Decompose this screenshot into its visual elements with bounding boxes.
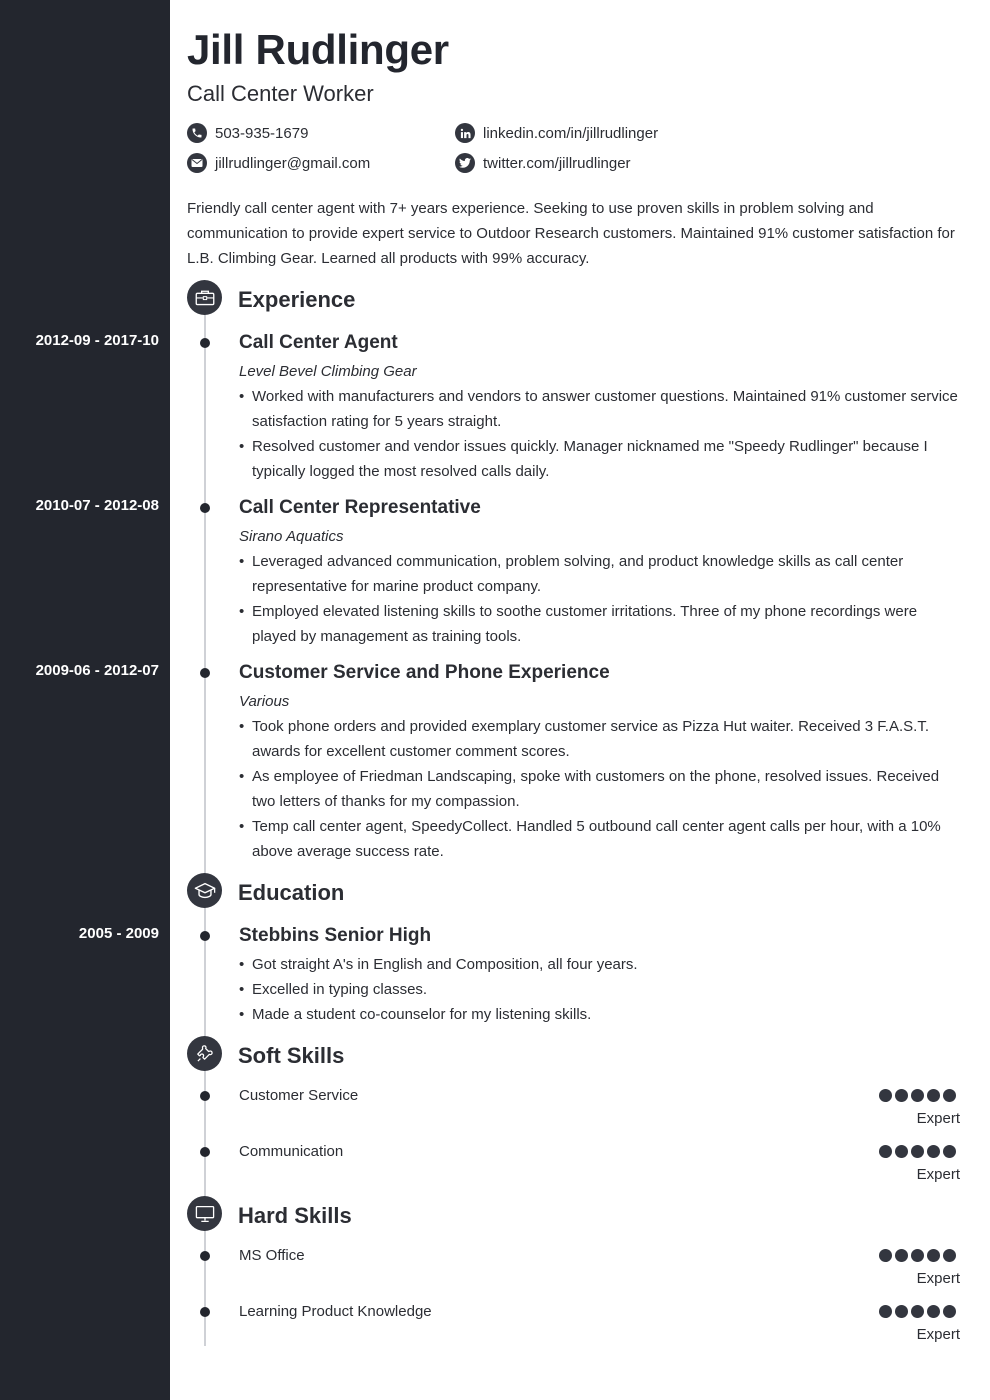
puzzle-piece-icon [187,1036,222,1071]
bullet-item: • Worked with manufacturers and vendors to answer customer questions. Maintained 91% customer service satisfaction rating for 5 years straight. [239,384,964,434]
bullet-item: • Excelled in typing classes. [239,977,964,1002]
sidebar [0,0,170,1400]
job-title: Call Center Representative [239,497,481,518]
rating-dot [943,1249,956,1262]
contact-linkedin[interactable] [455,123,658,143]
rating-dot [927,1089,940,1102]
skill-name: Learning Product Knowledge [239,1303,432,1320]
job-bullets [239,384,964,484]
rating-dot [927,1145,940,1158]
timeline-line [204,300,206,1346]
job-dates: 2012-09 - 2017-10 [35,332,159,349]
rating-dot [943,1305,956,1318]
rating-dot [927,1305,940,1318]
job-title: Call Center Agent [239,332,398,353]
section-title-hard-skills: Hard Skills [238,1203,352,1228]
linkedin-value: linkedin.com/in/jillrudlinger [483,124,659,142]
company-name: Sirano Aquatics [239,528,344,545]
briefcase-icon [187,280,222,315]
timeline-dot [200,1307,210,1317]
skill-level: Expert [916,1166,960,1183]
bullet-item: • Got straight A's in English and Composition, all four years. [239,952,964,977]
bullet-item: • Leveraged advanced communication, problem solving, and product knowledge skills as call center representative for marine product company. [239,549,964,599]
bullet-item: • As employee of Friedman Landscaping, spoke with customers on the phone, resolved issues. Received two letters of thanks for my compassion. [239,764,964,814]
contact-email[interactable] [187,153,370,173]
envelope-icon [187,153,207,173]
bullet-item: • Took phone orders and provided exemplary customer service as Pizza Hut waiter. Received 3 F.A.S.T. awards for excellent customer comment scores. [239,714,964,764]
job-bullets [239,549,964,649]
email-value: jillrudlinger@gmail.com [215,154,371,172]
company-name: Various [239,693,290,710]
profile-summary: Friendly call center agent with 7+ years experience. Seeking to use proven skills in problem solving and communication to provide expert service to Outdoor Research customers. Maintained 91% customer satisfaction for L.B. Climbing Gear. Learned all products with 99% accuracy. [187,200,955,267]
rating-dot [911,1249,924,1262]
education-dates: 2005 - 2009 [78,925,159,942]
twitter-icon [455,153,475,173]
job-dates: 2010-07 - 2012-08 [35,497,159,514]
bullet-item: • Made a student co-counselor for my listening skills. [239,1002,964,1027]
skill-name: Communication [239,1143,344,1160]
job-bullets [239,714,964,864]
phone-icon [187,123,207,143]
section-title-education: Education [238,880,345,905]
school-name: Stebbins Senior High [239,925,432,946]
skill-rating [879,1089,956,1102]
timeline-dot [200,503,210,513]
timeline-dot [200,668,210,678]
rating-dot [911,1305,924,1318]
bullet-item: • Temp call center agent, SpeedyCollect. Handled 5 outbound call center agent calls per hour, with a 10% above average success rate. [239,814,964,864]
contact-twitter[interactable] [455,153,631,173]
section-title-experience: Experience [238,287,356,312]
bullet-item: • Resolved customer and vendor issues quickly. Manager nicknamed me "Speedy Rudlinger" because I typically logged the most resolved calls daily. [239,434,964,484]
company-name: Level Bevel Climbing Gear [239,363,417,380]
skill-name: MS Office [239,1247,305,1264]
rating-dot [895,1145,908,1158]
skill-level: Expert [916,1110,960,1127]
skill-rating [879,1145,956,1158]
linkedin-icon [455,123,475,143]
rating-dot [879,1305,892,1318]
skill-rating [879,1305,956,1318]
skill-name: Customer Service [239,1087,359,1104]
timeline-dot [200,1251,210,1261]
timeline-dot [200,1091,210,1101]
rating-dot [879,1249,892,1262]
timeline-dot [200,1147,210,1157]
monitor-icon [187,1196,222,1231]
rating-dot [879,1145,892,1158]
rating-dot [943,1145,956,1158]
rating-dot [911,1089,924,1102]
job-title-header: Call Center Worker [187,81,374,106]
job-dates: 2009-06 - 2012-07 [35,662,159,679]
skill-rating [879,1249,956,1262]
section-title-soft-skills: Soft Skills [238,1043,345,1068]
graduation-cap-icon [187,873,222,908]
skill-level: Expert [916,1326,960,1343]
rating-dot [879,1089,892,1102]
rating-dot [943,1089,956,1102]
rating-dot [895,1089,908,1102]
contact-phone[interactable] [187,123,308,143]
rating-dot [927,1249,940,1262]
candidate-name: Jill Rudlinger [187,26,449,73]
twitter-value: twitter.com/jillrudlinger [483,154,631,172]
rating-dot [895,1249,908,1262]
phone-value: 503-935-1679 [215,124,309,142]
bullet-item: • Employed elevated listening skills to soothe customer irritations. Three of my phone recordings were played by management as training tools. [239,599,964,649]
rating-dot [911,1145,924,1158]
education-bullets [239,952,964,1027]
rating-dot [895,1305,908,1318]
timeline-dot [200,931,210,941]
job-title: Customer Service and Phone Experience [239,662,610,683]
timeline-dot [200,338,210,348]
skill-level: Expert [916,1270,960,1287]
